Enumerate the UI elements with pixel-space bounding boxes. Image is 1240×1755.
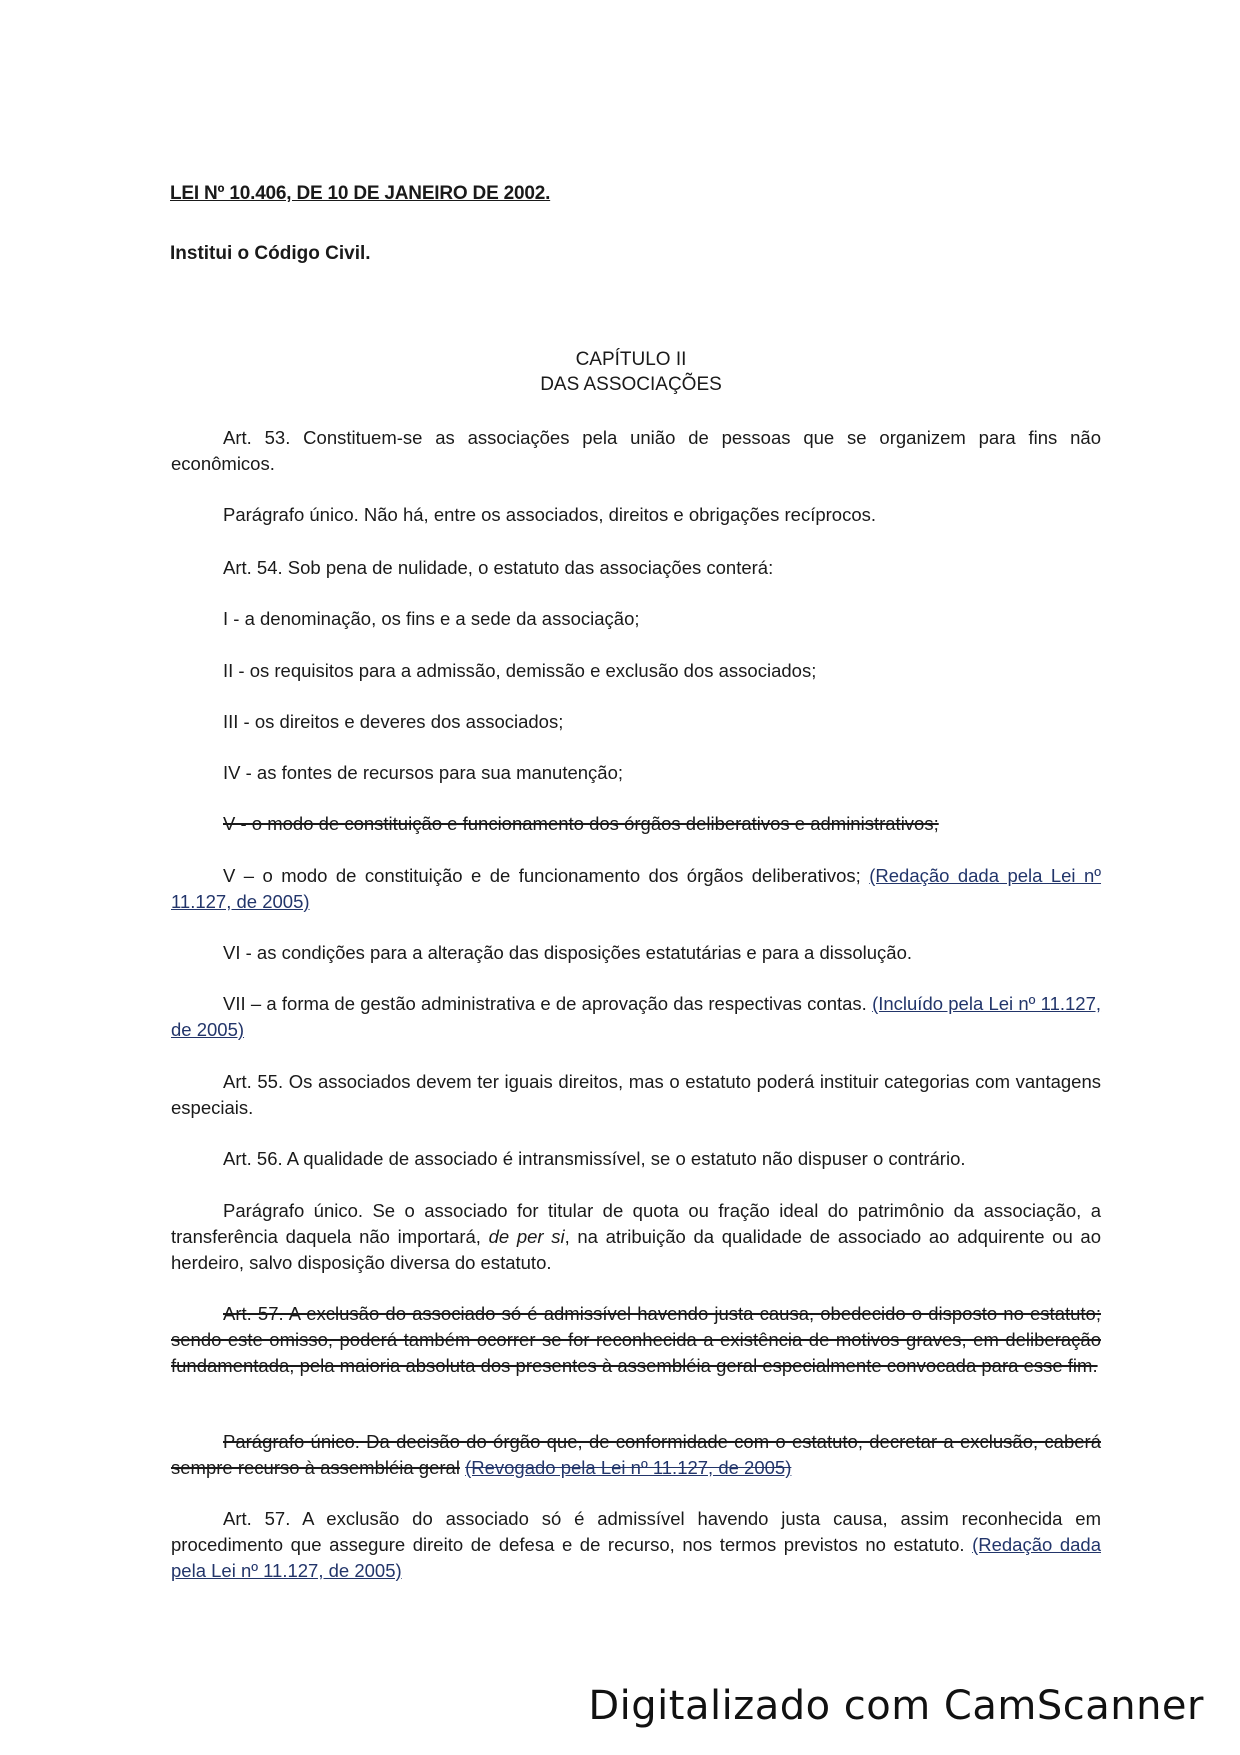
law-subtitle: Institui o Código Civil. [170,243,371,264]
article-55: Art. 55. Os associados devem ter iguais direitos, mas o estatuto poderá instituir categorias com vantagens especiais. [171,1071,1101,1118]
chapter-number: CAPÍTULO II [575,349,687,370]
article-54-item-vi: VI - as condições para a alteração das disposições estatutárias e para a dissolução. [223,942,913,963]
article-54-item-i: I - a denominação, os fins e a sede da associação; [223,608,640,629]
article-54-item-v: V – o modo de constituição e de funcionamento dos órgãos deliberativos; (Redação dada pela Lei nº 11.127, de 2005) [171,865,1102,912]
amendment-link[interactable]: (Redação dada pela Lei nº 11.127, de 2005) [171,1534,1101,1581]
article-57-paragraph-revoked: Parágrafo único. Da decisão do órgão que, de conformidade com o estatuto, decretar a exclusão, caberá sempre recurso à assembléia geral (Revogado pela Lei nº 11.127, de 2005) [171,1431,1101,1478]
article-54-item-v-revoked: V - o modo de constituição e funcionamento dos órgãos deliberativos e administrativos; [223,813,939,834]
article-54-item-ii: II - os requisitos para a admissão, demissão e exclusão dos associados; [223,660,817,681]
article-54-item-vii: VII – a forma de gestão administrativa e de aprovação das respectivas contas. (Incluído pela Lei nº 11.127, de 2005) [171,993,1102,1040]
article-54: Art. 54. Sob pena de nulidade, o estatuto das associações conterá: [223,557,774,578]
article-57-revoked: Art. 57. A exclusão do associado só é admissível havendo justa causa, obedecido o disposto no estatuto; sendo este omisso, poderá também ocorrer se for reconhecida a existência de motivos graves, em deliberação fundamentada, pela maioria absoluta dos presentes à assembléia geral especialmente convocada para esse fim. [171,1303,1101,1376]
amendment-link[interactable]: (Incluído pela Lei nº 11.127, de 2005) [171,993,1102,1040]
article-54-item-iv: IV - as fontes de recursos para sua manutenção; [223,762,624,783]
chapter-title: DAS ASSOCIAÇÕES [540,374,722,395]
revocation-link[interactable]: (Revogado pela Lei nº 11.127, de 2005) [465,1457,792,1478]
article-56-paragraph: Parágrafo único. Se o associado for titular de quota ou fração ideal do patrimônio da associação, a transferência daquela não importará, de per si, na atribuição da qualidade de associado ao adquirente ou ao herdeiro, salvo disposição diversa do estatuto. [171,1200,1101,1273]
article-54-item-iii: III - os direitos e deveres dos associados; [223,711,564,732]
amendment-link[interactable]: (Redação dada pela Lei nº 11.127, de 2005) [171,865,1102,912]
article-57: Art. 57. A exclusão do associado só é admissível havendo justa causa, assim reconhecida em procedimento que assegure direito de defesa e de recurso, nos termos previstos no estatuto. (Redação dada pela Lei nº 11.127, de 2005) [171,1508,1101,1581]
article-56: Art. 56. A qualidade de associado é intransmissível, se o estatuto não dispuser o contrário. [223,1148,966,1169]
camscanner-watermark: Digitalizado com CamScanner [588,1683,1204,1729]
article-53-paragraph: Parágrafo único. Não há, entre os associados, direitos e obrigações recíprocos. [223,504,877,525]
law-title: LEI Nº 10.406, DE 10 DE JANEIRO DE 2002. [170,183,551,204]
article-53: Art. 53. Constituem-se as associações pela união de pessoas que se organizem para fins não econômicos. [171,427,1101,474]
